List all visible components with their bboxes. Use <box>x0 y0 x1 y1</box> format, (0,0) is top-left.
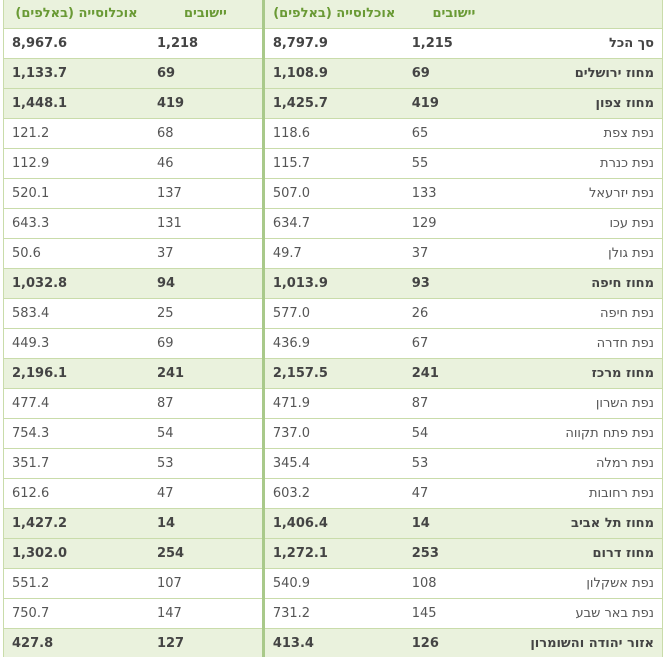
population-2020-cell: 520.1 <box>4 179 149 209</box>
population-2019-cell: 603.2 <box>263 479 403 509</box>
table-row <box>4 569 663 599</box>
table-row <box>4 389 663 419</box>
population-2020-cell: 1,427.2 <box>4 509 149 539</box>
settlements-2019-cell: 54 <box>404 419 504 449</box>
population-2020-cell: 1,032.8 <box>4 269 149 299</box>
settlements-2020-cell: 53 <box>149 449 263 479</box>
settlements-2019-cell: 14 <box>404 509 504 539</box>
header-settlements-2019: יישובים <box>404 0 504 29</box>
population-2019-cell: 731.2 <box>263 599 403 629</box>
population-2019-cell: 577.0 <box>263 299 403 329</box>
settlements-2019-cell: 37 <box>404 239 504 269</box>
population-2020-cell: 612.6 <box>4 479 149 509</box>
region-name-cell: מחוז צפון <box>504 89 662 119</box>
region-name-cell: נפת כנרת <box>504 149 662 179</box>
region-name-cell: סך הכל <box>504 29 662 59</box>
settlements-2020-cell: 47 <box>149 479 263 509</box>
settlements-2020-cell: 127 <box>149 629 263 657</box>
region-name-cell: נפת רמלה <box>504 449 662 479</box>
table-row <box>4 239 663 269</box>
population-2019-cell: 436.9 <box>263 329 403 359</box>
population-2020-cell: 112.9 <box>4 149 149 179</box>
table-row <box>4 599 663 629</box>
region-name-cell: מחוז ירושלים <box>504 59 662 89</box>
table-row <box>4 29 663 59</box>
region-name-cell: נפת פתח תקווה <box>504 419 662 449</box>
table-row <box>4 59 663 89</box>
table-row <box>4 89 663 119</box>
region-name-cell: נפת חיפה <box>504 299 662 329</box>
region-name-cell: מחוז מרכז <box>504 359 662 389</box>
population-2020-cell: 121.2 <box>4 119 149 149</box>
settlements-2019-cell: 253 <box>404 539 504 569</box>
population-2019-cell: 413.4 <box>263 629 403 657</box>
population-2020-cell: 449.3 <box>4 329 149 359</box>
settlements-2020-cell: 94 <box>149 269 263 299</box>
table-row <box>4 119 663 149</box>
population-2019-cell: 1,108.9 <box>263 59 403 89</box>
population-2019-cell: 2,157.5 <box>263 359 403 389</box>
population-2019-cell: 471.9 <box>263 389 403 419</box>
region-name-cell: אזור יהודה והשומרון <box>504 629 662 657</box>
settlements-2020-cell: 137 <box>149 179 263 209</box>
settlements-2019-cell: 47 <box>404 479 504 509</box>
settlements-2019-cell: 69 <box>404 59 504 89</box>
settlements-2019-cell: 1,215 <box>404 29 504 59</box>
settlements-2019-cell: 87 <box>404 389 504 419</box>
population-2019-cell: 49.7 <box>263 239 403 269</box>
table-row <box>4 269 663 299</box>
population-2020-cell: 1,448.1 <box>4 89 149 119</box>
table-row <box>4 359 663 389</box>
population-2020-cell: 754.3 <box>4 419 149 449</box>
population-2020-cell: 1,302.0 <box>4 539 149 569</box>
settlements-2020-cell: 69 <box>149 59 263 89</box>
population-2020-cell: 8,967.6 <box>4 29 149 59</box>
population-2020-cell: 351.7 <box>4 449 149 479</box>
population-table <box>3 0 663 657</box>
population-2020-cell: 551.2 <box>4 569 149 599</box>
population-2019-cell: 540.9 <box>263 569 403 599</box>
population-2019-cell: 115.7 <box>263 149 403 179</box>
settlements-2019-cell: 129 <box>404 209 504 239</box>
settlements-2020-cell: 46 <box>149 149 263 179</box>
settlements-2019-cell: 108 <box>404 569 504 599</box>
settlements-2020-cell: 14 <box>149 509 263 539</box>
region-name-cell: נפת באר שבע <box>504 599 662 629</box>
population-2019-cell: 1,272.1 <box>263 539 403 569</box>
table-row <box>4 209 663 239</box>
region-name-cell: נפת צפת <box>504 119 662 149</box>
population-2019-cell: 1,425.7 <box>263 89 403 119</box>
table-row <box>4 179 663 209</box>
settlements-2019-cell: 26 <box>404 299 504 329</box>
population-2020-cell: 477.4 <box>4 389 149 419</box>
settlements-2019-cell: 93 <box>404 269 504 299</box>
population-2019-cell: 8,797.9 <box>263 29 403 59</box>
region-name-cell: נפת רחובות <box>504 479 662 509</box>
region-name-cell: נפת אשקלון <box>504 569 662 599</box>
settlements-2019-cell: 419 <box>404 89 504 119</box>
table-row <box>4 509 663 539</box>
settlements-2020-cell: 68 <box>149 119 263 149</box>
settlements-2020-cell: 131 <box>149 209 263 239</box>
settlements-2019-cell: 133 <box>404 179 504 209</box>
settlements-2019-cell: 55 <box>404 149 504 179</box>
population-2019-cell: 507.0 <box>263 179 403 209</box>
settlements-2020-cell: 107 <box>149 569 263 599</box>
settlements-2019-cell: 67 <box>404 329 504 359</box>
region-name-cell: מחוז חיפה <box>504 269 662 299</box>
table-row <box>4 629 663 657</box>
settlements-2020-cell: 69 <box>149 329 263 359</box>
settlements-2020-cell: 54 <box>149 419 263 449</box>
table-row <box>4 299 663 329</box>
settlements-2020-cell: 147 <box>149 599 263 629</box>
table-header-row <box>4 0 663 29</box>
settlements-2020-cell: 25 <box>149 299 263 329</box>
population-2020-cell: 1,133.7 <box>4 59 149 89</box>
population-2019-cell: 634.7 <box>263 209 403 239</box>
population-2020-cell: 643.3 <box>4 209 149 239</box>
settlements-2020-cell: 37 <box>149 239 263 269</box>
settlements-2019-cell: 53 <box>404 449 504 479</box>
header-population-2020: אוכלוסייה (באלפים) <box>4 0 149 29</box>
population-2019-cell: 118.6 <box>263 119 403 149</box>
settlements-2019-cell: 241 <box>404 359 504 389</box>
settlements-2020-cell: 1,218 <box>149 29 263 59</box>
settlements-2019-cell: 126 <box>404 629 504 657</box>
table-row <box>4 449 663 479</box>
table-row <box>4 419 663 449</box>
region-name-cell: מחוז דרום <box>504 539 662 569</box>
header-population-2019: אוכלוסייה (באלפים) <box>263 0 403 29</box>
table-row <box>4 539 663 569</box>
region-name-cell: מחוז תל אביב <box>504 509 662 539</box>
region-name-cell: נפת חדרה <box>504 329 662 359</box>
table-row <box>4 329 663 359</box>
settlements-2020-cell: 241 <box>149 359 263 389</box>
settlements-2019-cell: 145 <box>404 599 504 629</box>
population-2020-cell: 750.7 <box>4 599 149 629</box>
population-2019-cell: 737.0 <box>263 419 403 449</box>
region-name-cell: נפת גולן <box>504 239 662 269</box>
settlements-2020-cell: 87 <box>149 389 263 419</box>
header-region <box>504 0 662 29</box>
header-settlements-2020: יישובים <box>149 0 263 29</box>
region-name-cell: נפת השרון <box>504 389 662 419</box>
population-2020-cell: 2,196.1 <box>4 359 149 389</box>
region-name-cell: נפת עכו <box>504 209 662 239</box>
settlements-2019-cell: 65 <box>404 119 504 149</box>
settlements-2020-cell: 419 <box>149 89 263 119</box>
settlements-2020-cell: 254 <box>149 539 263 569</box>
region-name-cell: נפת יזרעאל <box>504 179 662 209</box>
population-2019-cell: 345.4 <box>263 449 403 479</box>
population-2020-cell: 427.8 <box>4 629 149 657</box>
population-2020-cell: 583.4 <box>4 299 149 329</box>
population-2020-cell: 50.6 <box>4 239 149 269</box>
population-2019-cell: 1,013.9 <box>263 269 403 299</box>
table-row <box>4 149 663 179</box>
table-row <box>4 479 663 509</box>
population-2019-cell: 1,406.4 <box>263 509 403 539</box>
table-body <box>4 29 663 657</box>
